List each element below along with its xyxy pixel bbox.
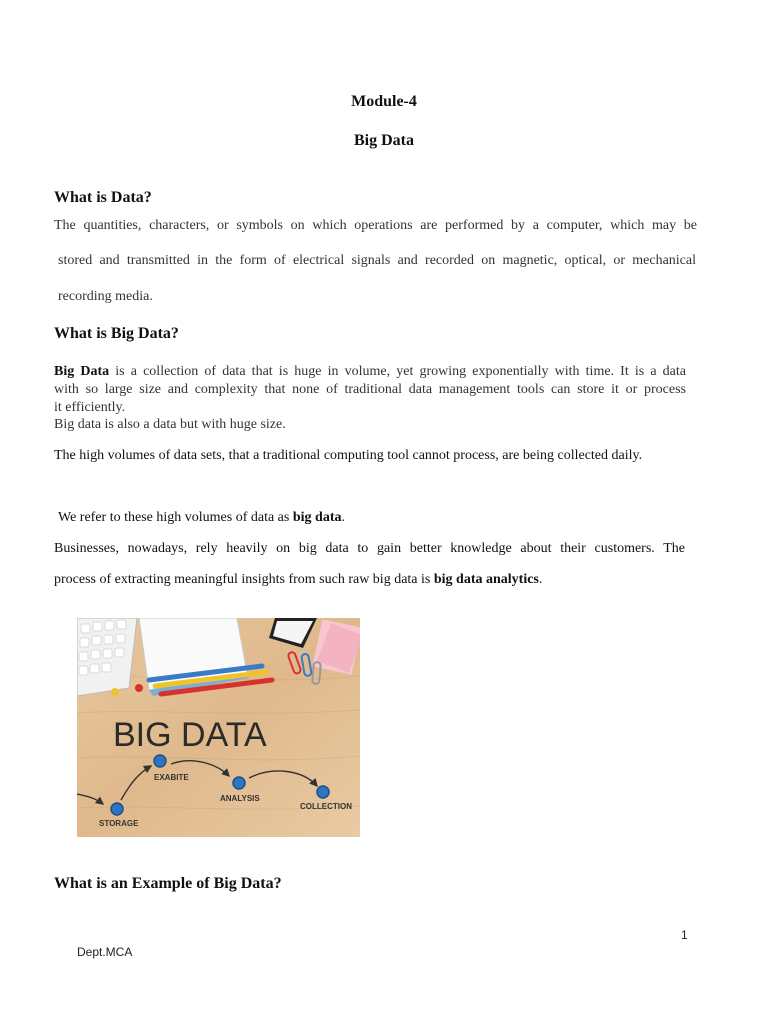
page-number: 1 <box>681 928 688 942</box>
business-line <box>54 572 697 588</box>
definition-line: with so large size and complexity that none of traditional data management tools can store it or process <box>54 382 686 397</box>
node-analysis <box>233 777 245 789</box>
business-text: process of extracting meaningful insights from such raw big data is <box>54 572 434 587</box>
definition-line: it efficiently. <box>54 400 126 415</box>
label-storage: STORAGE <box>99 819 139 828</box>
label-exabite: EXABITE <box>154 773 189 782</box>
section-heading-what-is-big-data: What is Big Data? <box>54 325 179 342</box>
section-heading-what-is-data: What is Data? <box>54 189 152 206</box>
high-volume-sentence: The high volumes of data sets, that a traditional computing tool cannot process, are being collected daily. <box>54 448 643 463</box>
module-title: Module-4 <box>351 93 417 110</box>
label-collection: COLLECTION <box>300 802 352 811</box>
node-storage <box>111 803 123 815</box>
definition-text: is a collection of data that is huge in volume, yet growing exponentially with time. It is a data <box>109 364 686 379</box>
paragraph-line: recording media. <box>58 289 153 304</box>
big-data-illustration <box>77 618 360 837</box>
refer-sentence <box>58 510 701 526</box>
definition-line: Big data is also a data but with huge size. <box>54 417 286 432</box>
label-analysis: ANALYSIS <box>220 794 260 803</box>
paragraph-line: stored and transmitted in the form of electrical signals and recorded on magnetic, optical, or mechanical <box>58 253 696 268</box>
refer-period: . <box>341 510 345 525</box>
node-exabite <box>154 755 166 767</box>
node-collection <box>317 786 329 798</box>
refer-text: We refer to these high volumes of data as <box>58 510 293 525</box>
section-heading-example: What is an Example of Big Data? <box>54 875 282 892</box>
topic-title: Big Data <box>354 132 414 149</box>
business-line: Businesses, nowadays, rely heavily on big data to gain better knowledge about their customers. The <box>54 541 685 556</box>
paragraph-line: The quantities, characters, or symbols on which operations are performed by a computer, which may be <box>54 218 697 233</box>
footer-dept: Dept.MCA <box>77 945 133 959</box>
definition-line <box>54 363 686 381</box>
refer-term: big data <box>292 510 342 525</box>
business-period: . <box>538 572 543 587</box>
business-term: big data analytics <box>433 572 539 587</box>
keyboard-icon <box>77 618 137 696</box>
image-title: BIG DATA <box>113 716 267 754</box>
definition-term: Big Data <box>54 364 110 379</box>
